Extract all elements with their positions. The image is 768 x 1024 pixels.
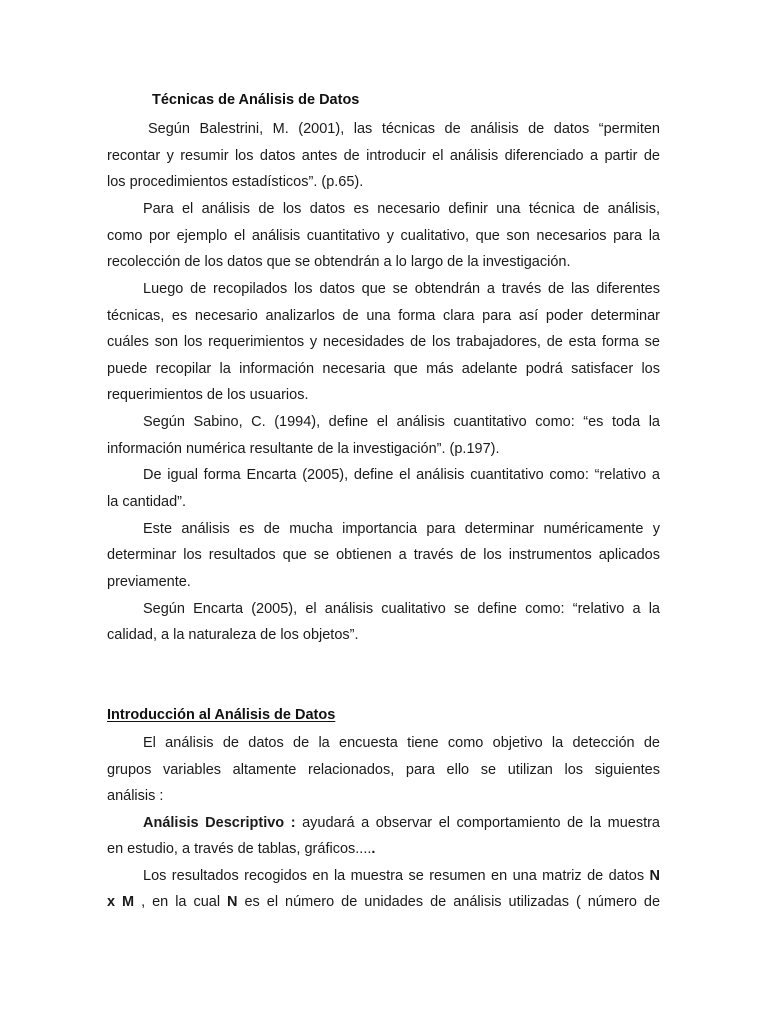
inline-text: , en la cual	[134, 894, 228, 910]
paragraph-line: cuáles son los requerimientos y necesidades de los trabajadores, de esta forma se	[107, 334, 660, 350]
paragraph-line: determinar los resultados que se obtienen a través de los instrumentos aplicados	[107, 547, 660, 563]
paragraph-line: puede recopilar la información necesaria que más adelante podrá satisfacer los	[107, 361, 660, 377]
paragraph-line: la cantidad”.	[107, 494, 186, 510]
paragraph-line: grupos variables altamente relacionados, para ello se utilizan los siguientes	[107, 762, 660, 778]
bold-term: x M	[107, 894, 135, 910]
inline-text: Los resultados recogidos en la muestra se resumen en una matriz de datos	[143, 868, 645, 884]
paragraph-line: De igual forma Encarta (2005), define el análisis cuantitativo como: “relativo a	[143, 467, 660, 483]
paragraph-line	[143, 814, 660, 832]
paragraph-line: previamente.	[107, 574, 191, 590]
paragraph-line: recolección de los datos que se obtendrán a lo largo de la investigación.	[107, 254, 571, 270]
inline-text: ayudará a observar el comportamiento de la muestra	[295, 815, 660, 831]
paragraph-line: como por ejemplo el análisis cuantitativo y cualitativo, que son necesarios para la	[107, 228, 660, 244]
paragraph-line: información numérica resultante de la investigación”. (p.197).	[107, 441, 500, 457]
inline-text: en estudio, a través de tablas, gráficos....	[107, 841, 372, 857]
paragraph-line: técnicas, es necesario analizarlos de una forma clara para así poder determinar	[107, 308, 660, 324]
paragraph-line: Para el análisis de los datos es necesario definir una técnica de análisis,	[143, 201, 660, 217]
paragraph-line: requerimientos de los usuarios.	[107, 387, 309, 403]
paragraph-line: Este análisis es de mucha importancia para determinar numéricamente y	[143, 521, 660, 537]
bold-term: Análisis Descriptivo :	[143, 815, 296, 831]
paragraph-line	[143, 867, 660, 885]
paragraph-line: los procedimientos estadísticos”. (p.65).	[107, 174, 364, 190]
paragraph-line: calidad, a la naturaleza de los objetos”.	[107, 627, 359, 643]
paragraph-line: recontar y resumir los datos antes de introducir el análisis diferenciado a partir de	[107, 148, 660, 164]
paragraph-line: Según Encarta (2005), el análisis cualitativo se define como: “relativo a la	[143, 601, 660, 617]
paragraph-line: análisis :	[107, 788, 164, 804]
section-title-underlined: Introducción al Análisis de Datos	[107, 707, 336, 723]
bold-term: N	[227, 894, 238, 910]
inline-text: es el número de unidades de análisis utilizadas ( número de	[237, 894, 661, 910]
paragraph-line	[107, 893, 660, 911]
paragraph-line: El análisis de datos de la encuesta tiene como objetivo la detección de	[143, 735, 660, 751]
paragraph-line: Según Sabino, C. (1994), define el análisis cuantitativo como: “es toda la	[143, 414, 660, 430]
paragraph-line	[107, 840, 660, 858]
bold-mark: .	[371, 841, 376, 857]
paragraph-line: Luego de recopilados los datos que se obtendrán a través de las diferentes	[143, 281, 660, 297]
paragraph-line: Según Balestrini, M. (2001), las técnicas de análisis de datos “permiten	[148, 121, 660, 137]
section-title: Técnicas de Análisis de Datos	[152, 92, 360, 108]
bold-term: N	[649, 868, 660, 884]
